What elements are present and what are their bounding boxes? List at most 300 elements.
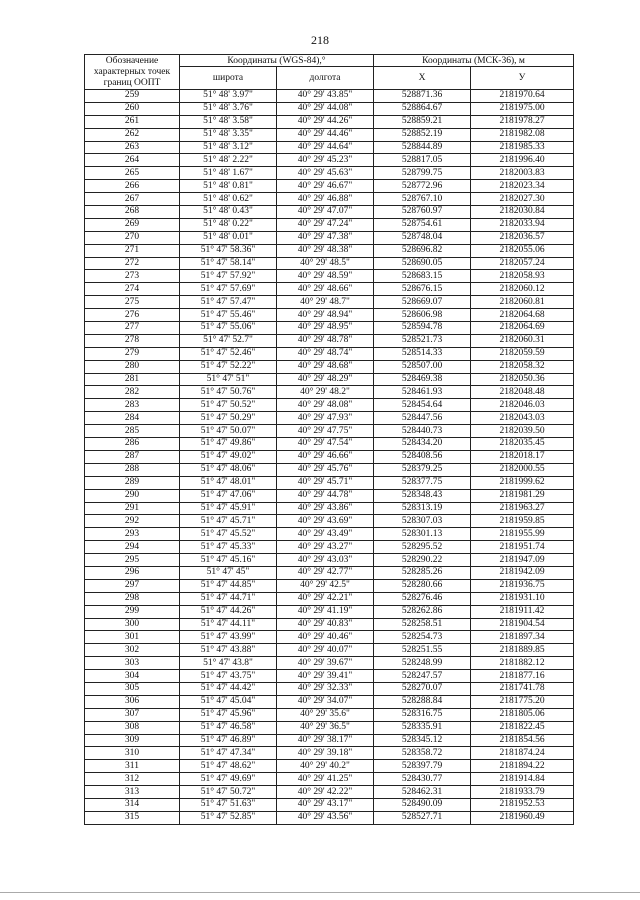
cell-point-id: 307 xyxy=(85,708,180,721)
cell-y-coord: 2181936.75 xyxy=(471,579,574,592)
cell-y-coord: 2181854.56 xyxy=(471,734,574,747)
table-body xyxy=(85,90,574,825)
cell-latitude: 51° 47' 43.99" xyxy=(180,631,277,644)
cell-y-coord: 2182000.55 xyxy=(471,463,574,476)
cell-longitude: 40° 29' 48.59" xyxy=(277,270,374,283)
cell-y-coord: 2182048.48 xyxy=(471,386,574,399)
cell-longitude: 40° 29' 39.18" xyxy=(277,747,374,760)
cell-longitude: 40° 29' 41.19" xyxy=(277,605,374,618)
cell-x-coord: 528335.91 xyxy=(374,721,471,734)
cell-y-coord: 2181894.22 xyxy=(471,760,574,773)
cell-point-id: 265 xyxy=(85,167,180,180)
header-longitude: долгота xyxy=(277,67,374,90)
table-row xyxy=(85,811,574,824)
cell-latitude: 51° 48' 0.43" xyxy=(180,206,277,219)
cell-point-id: 295 xyxy=(85,554,180,567)
cell-y-coord: 2182033.94 xyxy=(471,218,574,231)
table-row xyxy=(85,528,574,541)
cell-point-id: 286 xyxy=(85,438,180,451)
cell-point-id: 296 xyxy=(85,566,180,579)
header-x: X xyxy=(374,67,471,90)
cell-y-coord: 2181963.27 xyxy=(471,502,574,515)
cell-x-coord: 528507.00 xyxy=(374,360,471,373)
cell-y-coord: 2181874.24 xyxy=(471,747,574,760)
cell-x-coord: 528767.10 xyxy=(374,193,471,206)
header-msk-group: Координаты (МСК-36), м xyxy=(374,55,574,67)
cell-latitude: 51° 47' 58.36" xyxy=(180,244,277,257)
cell-latitude: 51° 47' 57.92" xyxy=(180,270,277,283)
cell-x-coord: 528469.38 xyxy=(374,373,471,386)
cell-x-coord: 528669.07 xyxy=(374,296,471,309)
cell-longitude: 40° 29' 44.64" xyxy=(277,141,374,154)
cell-point-id: 310 xyxy=(85,747,180,760)
cell-longitude: 40° 29' 48.29" xyxy=(277,373,374,386)
cell-y-coord: 2182027.30 xyxy=(471,193,574,206)
cell-latitude: 51° 47' 50.52" xyxy=(180,399,277,412)
cell-point-id: 288 xyxy=(85,463,180,476)
cell-point-id: 283 xyxy=(85,399,180,412)
table-row xyxy=(85,721,574,734)
cell-latitude: 51° 48' 1.67" xyxy=(180,167,277,180)
table-row xyxy=(85,334,574,347)
cell-x-coord: 528313.19 xyxy=(374,502,471,515)
cell-y-coord: 2182064.69 xyxy=(471,322,574,335)
cell-point-id: 273 xyxy=(85,270,180,283)
cell-longitude: 40° 29' 42.22" xyxy=(277,786,374,799)
cell-longitude: 40° 29' 35.6" xyxy=(277,708,374,721)
table-row xyxy=(85,270,574,283)
cell-latitude: 51° 47' 44.85" xyxy=(180,579,277,592)
cell-x-coord: 528379.25 xyxy=(374,463,471,476)
cell-latitude: 51° 47' 51" xyxy=(180,373,277,386)
cell-y-coord: 2182046.03 xyxy=(471,399,574,412)
cell-y-coord: 2181960.49 xyxy=(471,811,574,824)
cell-x-coord: 528447.56 xyxy=(374,412,471,425)
cell-point-id: 268 xyxy=(85,206,180,219)
header-designation: Обозначение характерных точек границ ООПТ xyxy=(85,55,180,90)
cell-latitude: 51° 47' 52.46" xyxy=(180,347,277,360)
cell-x-coord: 528748.04 xyxy=(374,231,471,244)
cell-longitude: 40° 29' 41.25" xyxy=(277,773,374,786)
cell-point-id: 271 xyxy=(85,244,180,257)
cell-point-id: 305 xyxy=(85,682,180,695)
cell-longitude: 40° 29' 45.63" xyxy=(277,167,374,180)
cell-point-id: 308 xyxy=(85,721,180,734)
cell-latitude: 51° 47' 43.8" xyxy=(180,657,277,670)
table-row xyxy=(85,592,574,605)
cell-latitude: 51° 47' 45.96" xyxy=(180,708,277,721)
coordinates-table xyxy=(84,54,574,825)
cell-x-coord: 528276.46 xyxy=(374,592,471,605)
table-row xyxy=(85,786,574,799)
cell-y-coord: 2182057.24 xyxy=(471,257,574,270)
cell-latitude: 51° 47' 51.63" xyxy=(180,798,277,811)
cell-longitude: 40° 29' 38.17" xyxy=(277,734,374,747)
cell-point-id: 284 xyxy=(85,412,180,425)
table-row xyxy=(85,695,574,708)
cell-y-coord: 2181904.54 xyxy=(471,618,574,631)
cell-longitude: 40° 29' 36.5" xyxy=(277,721,374,734)
cell-x-coord: 528288.84 xyxy=(374,695,471,708)
table-row xyxy=(85,193,574,206)
cell-longitude: 40° 29' 40.2" xyxy=(277,760,374,773)
table-row xyxy=(85,141,574,154)
cell-y-coord: 2181947.09 xyxy=(471,554,574,567)
cell-x-coord: 528247.57 xyxy=(374,670,471,683)
cell-x-coord: 528440.73 xyxy=(374,425,471,438)
cell-y-coord: 2181931.10 xyxy=(471,592,574,605)
cell-y-coord: 2182059.59 xyxy=(471,347,574,360)
cell-point-id: 291 xyxy=(85,502,180,515)
cell-x-coord: 528345.12 xyxy=(374,734,471,747)
table-row xyxy=(85,682,574,695)
cell-y-coord: 2181951.74 xyxy=(471,541,574,554)
cell-x-coord: 528606.98 xyxy=(374,309,471,322)
table-row xyxy=(85,399,574,412)
cell-x-coord: 528285.26 xyxy=(374,566,471,579)
cell-latitude: 51° 47' 57.47" xyxy=(180,296,277,309)
cell-latitude: 51° 47' 47.06" xyxy=(180,489,277,502)
cell-x-coord: 528358.72 xyxy=(374,747,471,760)
cell-longitude: 40° 29' 32.33" xyxy=(277,682,374,695)
cell-point-id: 301 xyxy=(85,631,180,644)
table-row xyxy=(85,644,574,657)
cell-latitude: 51° 47' 44.42" xyxy=(180,682,277,695)
cell-x-coord: 528859.21 xyxy=(374,115,471,128)
cell-longitude: 40° 29' 45.71" xyxy=(277,476,374,489)
table-row xyxy=(85,502,574,515)
cell-y-coord: 2182060.81 xyxy=(471,296,574,309)
table-row xyxy=(85,670,574,683)
cell-latitude: 51° 47' 49.69" xyxy=(180,773,277,786)
cell-y-coord: 2182030.84 xyxy=(471,206,574,219)
cell-point-id: 304 xyxy=(85,670,180,683)
cell-longitude: 40° 29' 48.95" xyxy=(277,322,374,335)
cell-point-id: 267 xyxy=(85,193,180,206)
cell-y-coord: 2181985.33 xyxy=(471,141,574,154)
cell-y-coord: 2181775.20 xyxy=(471,695,574,708)
cell-longitude: 40° 29' 48.74" xyxy=(277,347,374,360)
table-row xyxy=(85,579,574,592)
cell-y-coord: 2182060.31 xyxy=(471,334,574,347)
cell-point-id: 314 xyxy=(85,798,180,811)
cell-x-coord: 528864.67 xyxy=(374,102,471,115)
cell-point-id: 303 xyxy=(85,657,180,670)
cell-longitude: 40° 29' 42.21" xyxy=(277,592,374,605)
cell-latitude: 51° 47' 46.89" xyxy=(180,734,277,747)
cell-latitude: 51° 47' 43.75" xyxy=(180,670,277,683)
table-row xyxy=(85,425,574,438)
cell-x-coord: 528248.99 xyxy=(374,657,471,670)
cell-latitude: 51° 47' 55.06" xyxy=(180,322,277,335)
table-row xyxy=(85,450,574,463)
cell-longitude: 40° 29' 45.23" xyxy=(277,154,374,167)
cell-y-coord: 2181978.27 xyxy=(471,115,574,128)
cell-x-coord: 528280.66 xyxy=(374,579,471,592)
table-row xyxy=(85,489,574,502)
table-row xyxy=(85,566,574,579)
cell-point-id: 270 xyxy=(85,231,180,244)
cell-point-id: 277 xyxy=(85,322,180,335)
cell-longitude: 40° 29' 48.2" xyxy=(277,386,374,399)
table-row xyxy=(85,605,574,618)
cell-point-id: 285 xyxy=(85,425,180,438)
cell-y-coord: 2181975.00 xyxy=(471,102,574,115)
cell-point-id: 297 xyxy=(85,579,180,592)
cell-latitude: 51° 48' 0.81" xyxy=(180,180,277,193)
cell-latitude: 51° 47' 45.71" xyxy=(180,515,277,528)
table-row xyxy=(85,554,574,567)
table-row xyxy=(85,657,574,670)
cell-y-coord: 2182039.50 xyxy=(471,425,574,438)
header-wgs-group: Координаты (WGS-84),° xyxy=(180,55,374,67)
cell-y-coord: 2181970.64 xyxy=(471,90,574,103)
cell-longitude: 40° 29' 42.77" xyxy=(277,566,374,579)
cell-y-coord: 2182023.34 xyxy=(471,180,574,193)
cell-x-coord: 528690.05 xyxy=(374,257,471,270)
cell-y-coord: 2181914.84 xyxy=(471,773,574,786)
cell-point-id: 315 xyxy=(85,811,180,824)
cell-longitude: 40° 29' 47.38" xyxy=(277,231,374,244)
cell-x-coord: 528254.73 xyxy=(374,631,471,644)
table-row xyxy=(85,631,574,644)
cell-x-coord: 528817.05 xyxy=(374,154,471,167)
cell-latitude: 51° 47' 44.11" xyxy=(180,618,277,631)
cell-longitude: 40° 29' 47.75" xyxy=(277,425,374,438)
cell-longitude: 40° 29' 48.08" xyxy=(277,399,374,412)
cell-y-coord: 2182003.83 xyxy=(471,167,574,180)
cell-y-coord: 2181955.99 xyxy=(471,528,574,541)
cell-x-coord: 528462.31 xyxy=(374,786,471,799)
cell-y-coord: 2182064.68 xyxy=(471,309,574,322)
cell-y-coord: 2181911.42 xyxy=(471,605,574,618)
table-row xyxy=(85,231,574,244)
cell-longitude: 40° 29' 45.76" xyxy=(277,463,374,476)
cell-longitude: 40° 29' 43.56" xyxy=(277,811,374,824)
cell-point-id: 290 xyxy=(85,489,180,502)
cell-longitude: 40° 29' 34.07" xyxy=(277,695,374,708)
cell-point-id: 279 xyxy=(85,347,180,360)
cell-longitude: 40° 29' 44.46" xyxy=(277,128,374,141)
cell-point-id: 289 xyxy=(85,476,180,489)
cell-longitude: 40° 29' 40.83" xyxy=(277,618,374,631)
table-row xyxy=(85,309,574,322)
cell-longitude: 40° 29' 43.69" xyxy=(277,515,374,528)
cell-longitude: 40° 29' 39.41" xyxy=(277,670,374,683)
cell-x-coord: 528594.78 xyxy=(374,322,471,335)
table-row xyxy=(85,734,574,747)
cell-longitude: 40° 29' 43.85" xyxy=(277,90,374,103)
cell-x-coord: 528454.64 xyxy=(374,399,471,412)
cell-y-coord: 2181981.29 xyxy=(471,489,574,502)
cell-longitude: 40° 29' 40.07" xyxy=(277,644,374,657)
table-row xyxy=(85,412,574,425)
table-row xyxy=(85,463,574,476)
cell-longitude: 40° 29' 47.93" xyxy=(277,412,374,425)
table-row xyxy=(85,438,574,451)
cell-latitude: 51° 48' 3.76" xyxy=(180,102,277,115)
cell-point-id: 266 xyxy=(85,180,180,193)
cell-x-coord: 528397.79 xyxy=(374,760,471,773)
cell-point-id: 281 xyxy=(85,373,180,386)
cell-latitude: 51° 48' 2.22" xyxy=(180,154,277,167)
cell-latitude: 51° 48' 3.58" xyxy=(180,115,277,128)
cell-x-coord: 528696.82 xyxy=(374,244,471,257)
cell-point-id: 299 xyxy=(85,605,180,618)
table-row xyxy=(85,90,574,103)
cell-latitude: 51° 48' 0.62" xyxy=(180,193,277,206)
cell-longitude: 40° 29' 47.54" xyxy=(277,438,374,451)
table-row xyxy=(85,747,574,760)
cell-x-coord: 528434.20 xyxy=(374,438,471,451)
cell-longitude: 40° 29' 48.68" xyxy=(277,360,374,373)
table-row xyxy=(85,760,574,773)
cell-longitude: 40° 29' 40.46" xyxy=(277,631,374,644)
cell-latitude: 51° 47' 52.7" xyxy=(180,334,277,347)
cell-y-coord: 2181741.78 xyxy=(471,682,574,695)
cell-longitude: 40° 29' 48.7" xyxy=(277,296,374,309)
table-row xyxy=(85,128,574,141)
cell-point-id: 276 xyxy=(85,309,180,322)
table-row xyxy=(85,476,574,489)
cell-x-coord: 528461.93 xyxy=(374,386,471,399)
cell-longitude: 40° 29' 48.38" xyxy=(277,244,374,257)
cell-y-coord: 2182043.03 xyxy=(471,412,574,425)
cell-y-coord: 2182058.32 xyxy=(471,360,574,373)
cell-longitude: 40° 29' 44.78" xyxy=(277,489,374,502)
cell-longitude: 40° 29' 43.27" xyxy=(277,541,374,554)
cell-longitude: 40° 29' 48.66" xyxy=(277,283,374,296)
table-row xyxy=(85,206,574,219)
cell-longitude: 40° 29' 48.94" xyxy=(277,309,374,322)
cell-latitude: 51° 47' 52.22" xyxy=(180,360,277,373)
cell-longitude: 40° 29' 39.67" xyxy=(277,657,374,670)
cell-latitude: 51° 47' 52.85" xyxy=(180,811,277,824)
table-row xyxy=(85,296,574,309)
cell-y-coord: 2181959.85 xyxy=(471,515,574,528)
cell-point-id: 280 xyxy=(85,360,180,373)
cell-longitude: 40° 29' 42.5" xyxy=(277,579,374,592)
table-row xyxy=(85,798,574,811)
table-row xyxy=(85,360,574,373)
cell-latitude: 51° 47' 48.01" xyxy=(180,476,277,489)
cell-y-coord: 2182060.12 xyxy=(471,283,574,296)
cell-longitude: 40° 29' 48.78" xyxy=(277,334,374,347)
table-row xyxy=(85,102,574,115)
table-row xyxy=(85,541,574,554)
table-row xyxy=(85,322,574,335)
cell-latitude: 51° 47' 50.29" xyxy=(180,412,277,425)
table-row xyxy=(85,515,574,528)
cell-longitude: 40° 29' 43.03" xyxy=(277,554,374,567)
page-number: 218 xyxy=(311,33,329,47)
table-row xyxy=(85,618,574,631)
cell-longitude: 40° 29' 47.24" xyxy=(277,218,374,231)
cell-longitude: 40° 29' 43.49" xyxy=(277,528,374,541)
cell-latitude: 51° 47' 55.46" xyxy=(180,309,277,322)
cell-y-coord: 2181897.34 xyxy=(471,631,574,644)
cell-latitude: 51° 48' 0.01" xyxy=(180,231,277,244)
cell-x-coord: 528348.43 xyxy=(374,489,471,502)
cell-latitude: 51° 47' 50.76" xyxy=(180,386,277,399)
cell-latitude: 51° 48' 3.97" xyxy=(180,90,277,103)
table-row xyxy=(85,257,574,270)
cell-point-id: 282 xyxy=(85,386,180,399)
cell-longitude: 40° 29' 47.07" xyxy=(277,206,374,219)
cell-point-id: 263 xyxy=(85,141,180,154)
cell-x-coord: 528258.51 xyxy=(374,618,471,631)
cell-point-id: 292 xyxy=(85,515,180,528)
cell-latitude: 51° 47' 58.14" xyxy=(180,257,277,270)
cell-y-coord: 2182018.17 xyxy=(471,450,574,463)
cell-y-coord: 2181877.16 xyxy=(471,670,574,683)
cell-longitude: 40° 29' 46.67" xyxy=(277,180,374,193)
cell-y-coord: 2182036.57 xyxy=(471,231,574,244)
cell-latitude: 51° 47' 48.06" xyxy=(180,463,277,476)
cell-y-coord: 2181942.09 xyxy=(471,566,574,579)
cell-x-coord: 528521.73 xyxy=(374,334,471,347)
cell-x-coord: 528760.97 xyxy=(374,206,471,219)
cell-x-coord: 528290.22 xyxy=(374,554,471,567)
table-row xyxy=(85,167,574,180)
table-row xyxy=(85,115,574,128)
cell-point-id: 274 xyxy=(85,283,180,296)
cell-point-id: 272 xyxy=(85,257,180,270)
cell-point-id: 278 xyxy=(85,334,180,347)
cell-latitude: 51° 47' 45.52" xyxy=(180,528,277,541)
table-row xyxy=(85,244,574,257)
bottom-rule xyxy=(0,892,640,893)
cell-latitude: 51° 47' 48.62" xyxy=(180,760,277,773)
cell-x-coord: 528683.15 xyxy=(374,270,471,283)
cell-point-id: 259 xyxy=(85,90,180,103)
cell-point-id: 300 xyxy=(85,618,180,631)
cell-x-coord: 528852.19 xyxy=(374,128,471,141)
cell-y-coord: 2181889.85 xyxy=(471,644,574,657)
cell-latitude: 51° 47' 46.58" xyxy=(180,721,277,734)
cell-point-id: 306 xyxy=(85,695,180,708)
table-row xyxy=(85,154,574,167)
cell-y-coord: 2182035.45 xyxy=(471,438,574,451)
cell-latitude: 51° 47' 49.02" xyxy=(180,450,277,463)
cell-y-coord: 2181996.40 xyxy=(471,154,574,167)
cell-longitude: 40° 29' 43.17" xyxy=(277,798,374,811)
cell-y-coord: 2181822.45 xyxy=(471,721,574,734)
table-row xyxy=(85,386,574,399)
cell-x-coord: 528754.61 xyxy=(374,218,471,231)
cell-point-id: 262 xyxy=(85,128,180,141)
cell-point-id: 309 xyxy=(85,734,180,747)
cell-point-id: 287 xyxy=(85,450,180,463)
cell-x-coord: 528514.33 xyxy=(374,347,471,360)
cell-y-coord: 2181952.53 xyxy=(471,798,574,811)
cell-x-coord: 528251.55 xyxy=(374,644,471,657)
cell-y-coord: 2181982.08 xyxy=(471,128,574,141)
cell-latitude: 51° 48' 3.35" xyxy=(180,128,277,141)
cell-latitude: 51° 48' 3.12" xyxy=(180,141,277,154)
cell-x-coord: 528844.89 xyxy=(374,141,471,154)
cell-longitude: 40° 29' 46.88" xyxy=(277,193,374,206)
cell-point-id: 269 xyxy=(85,218,180,231)
cell-y-coord: 2181933.79 xyxy=(471,786,574,799)
header-latitude: широта xyxy=(180,67,277,90)
cell-point-id: 312 xyxy=(85,773,180,786)
cell-x-coord: 528772.96 xyxy=(374,180,471,193)
cell-point-id: 260 xyxy=(85,102,180,115)
cell-x-coord: 528676.15 xyxy=(374,283,471,296)
cell-x-coord: 528527.71 xyxy=(374,811,471,824)
cell-point-id: 264 xyxy=(85,154,180,167)
